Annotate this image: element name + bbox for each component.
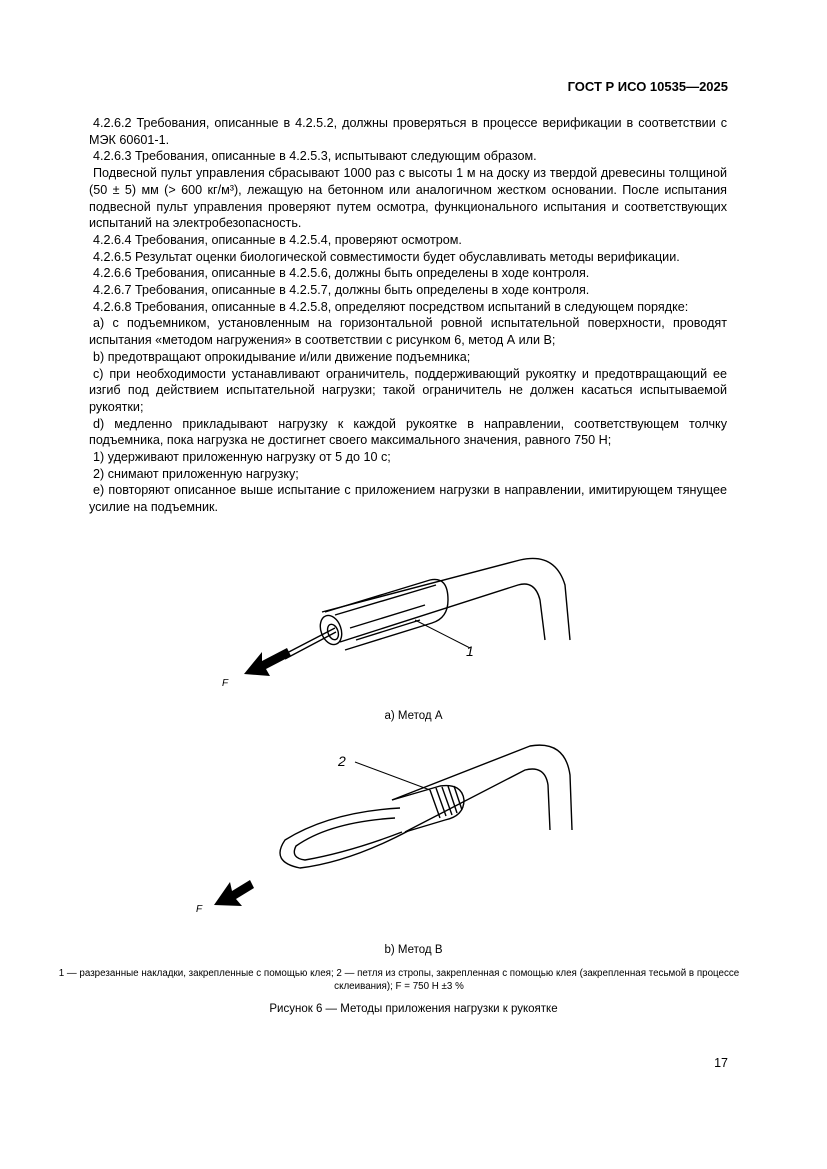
- body-text: [89, 115, 727, 516]
- list-item: 2) снимают приложенную нагрузку;: [93, 466, 299, 481]
- paragraph: 4.2.6.5 Результат оценки биологической совместимости будет обуславливать методы верификации.: [93, 249, 680, 264]
- page-number: 17: [714, 1056, 728, 1070]
- figure-method-b: [0, 740, 827, 930]
- paragraph: 4.2.6.4 Требования, описанные в 4.2.5.4, проверяют осмотром.: [93, 232, 462, 247]
- caption-method-b: b) Метод В: [384, 944, 443, 956]
- list-item: c) при необходимости устанавливают ограничитель, поддерживающий рукоятку и предотвращающий ее изгиб под действием испытательной нагрузки; такой ограничитель не должен касаться испытываемой рукоятки;: [89, 366, 727, 414]
- label-2: 2: [338, 753, 346, 769]
- figure-legend: 1 — разрезанные накладки, закрепленные с помощью клея; 2 — петля из стропы, закрепленная с помощью клея (закрепленная тесьмой в процессе склеивания); F = 750 Н ±3 %: [58, 968, 740, 992]
- force-label-a: F: [222, 678, 229, 689]
- document-header: ГОСТ Р ИСО 10535—2025: [567, 79, 728, 94]
- paragraph: 4.2.6.7 Требования, описанные в 4.2.5.7, должны быть определены в ходе контроля.: [93, 283, 590, 298]
- force-label-b: F: [196, 904, 203, 915]
- paragraph: 4.2.6.3 Требования, описанные в 4.2.5.3, испытывают следующим образом.: [93, 149, 537, 164]
- paragraph: 4.2.6.2 Требования, описанные в 4.2.5.2, должны проверяться в процессе верификации в соответствии с МЭК 60601-1.: [89, 116, 727, 147]
- list-item: d) медленно прикладывают нагрузку к каждой рукоятке в направлении, соответствующем толчку подъемника, пока нагрузка не достигнет своего максимального значения, равного 750 Н;: [89, 416, 727, 448]
- list-item: a) с подъемником, установленным на горизонтальной ровной испытательной поверхности, проводят испытания «методом нагружения» в соответствии с рисунком 6, метод А или В;: [89, 316, 727, 348]
- figure-title: Рисунок 6 — Методы приложения нагрузки к рукоятке: [269, 1003, 558, 1015]
- paragraph: 4.2.6.8 Требования, описанные в 4.2.5.8, определяют посредством испытаний в следующем порядке:: [93, 299, 689, 314]
- label-1: 1: [466, 643, 474, 659]
- force-arrow-icon: [244, 648, 291, 676]
- list-item: b) предотвращают опрокидывание и/или движение подъемника;: [93, 349, 471, 364]
- paragraph: 4.2.6.6 Требования, описанные в 4.2.5.6, должны быть определены в ходе контроля.: [93, 266, 590, 281]
- list-item: 1) удерживают приложенную нагрузку от 5 до 10 с;: [93, 450, 391, 465]
- figure-method-a: [0, 540, 827, 705]
- paragraph: Подвесной пульт управления сбрасывают 1000 раз с высоты 1 м на доску из твердой древесины толщиной (50 ± 5) мм (> 600 кг/м³), лежащую на бетонном или аналогичном жестком основании. После испытания подвесной пульт управления проверяют путем осмотра, функционального испытания и соответствующих испытаний на электробезопасность.: [89, 166, 727, 231]
- list-item: e) повторяют описанное выше испытание с приложением нагрузки в направлении, имитирующем тянущее усилие на подъемник.: [89, 483, 727, 515]
- force-arrow-icon: [214, 880, 254, 906]
- caption-method-a: а) Метод А: [384, 710, 443, 722]
